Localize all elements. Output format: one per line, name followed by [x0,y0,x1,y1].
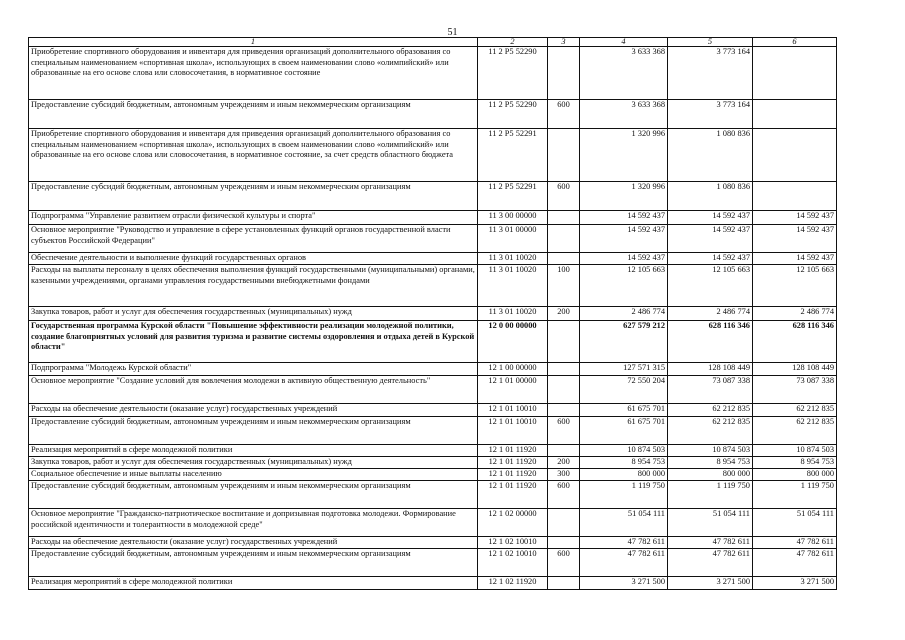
row-code-cell: 12 1 01 11920 [478,445,548,457]
row-amount-col6-cell: 10 874 503 [753,445,837,457]
row-amount-col5-cell: 10 874 503 [668,445,753,457]
row-name-cell: Основное мероприятие "Создание условий для вовлечения молодежи в активную общественную деятельность" [29,376,478,404]
row-amount-col6-cell: 62 212 835 [753,404,837,417]
row-code-cell: 12 1 02 10010 [478,537,548,549]
row-amount-col4-cell: 3 633 368 [580,100,668,129]
table-row [29,182,837,211]
row-expense-type-cell [548,537,580,549]
row-name-cell: Социальное обеспечение и иные выплаты населению [29,469,478,481]
row-amount-col6-cell: 14 592 437 [753,253,837,265]
row-amount-col4-cell: 3 271 500 [580,577,668,590]
row-amount-col6-cell: 14 592 437 [753,225,837,253]
row-name-cell: Предоставление субсидий бюджетным, автономным учреждениям и иным некоммерческим организациям [29,417,478,445]
row-amount-col5-cell: 14 592 437 [668,211,753,225]
table-row [29,376,837,404]
row-code-cell: 12 1 01 11920 [478,457,548,469]
row-expense-type-cell [548,577,580,590]
row-code-cell: 11 3 01 00000 [478,225,548,253]
row-expense-type-cell [548,253,580,265]
row-amount-col6-cell: 3 271 500 [753,577,837,590]
row-amount-col5-cell: 47 782 611 [668,549,753,577]
row-name-cell: Закупка товаров, работ и услуг для обеспечения государственных (муниципальных) нужд [29,457,478,469]
row-amount-col6-cell: 2 486 774 [753,307,837,321]
row-amount-col4-cell: 61 675 701 [580,417,668,445]
row-amount-col4-cell: 12 105 663 [580,265,668,307]
row-expense-type-cell [548,129,580,182]
table-row [29,47,837,100]
row-expense-type-cell: 200 [548,307,580,321]
row-amount-col4-cell: 1 320 996 [580,129,668,182]
row-amount-col6-cell: 8 954 753 [753,457,837,469]
row-name-cell: Расходы на выплаты персоналу в целях обеспечения выполнения функций государственными (муниципальными) органами, казенными учреждениями, органами управления государственными внебюджетными фондами [29,265,478,307]
row-amount-col4-cell: 8 954 753 [580,457,668,469]
column-header-6: 6 [753,38,837,47]
row-amount-col6-cell [753,47,837,100]
row-amount-col4-cell: 14 592 437 [580,253,668,265]
row-amount-col6-cell: 62 212 835 [753,417,837,445]
column-header-5: 5 [668,38,753,47]
table-row [29,307,837,321]
table-row [29,404,837,417]
table-row [29,445,837,457]
row-code-cell: 11 3 00 00000 [478,211,548,225]
table-row [29,481,837,509]
row-expense-type-cell [548,376,580,404]
row-name-cell: Предоставление субсидий бюджетным, автономным учреждениям и иным некоммерческим организациям [29,549,478,577]
row-expense-type-cell [548,363,580,376]
row-amount-col5-cell: 1 119 750 [668,481,753,509]
row-name-cell: Государственная программа Курской области "Повышение эффективности реализации молодежной политики, создание благоприятных условий для развития туризма и развитие системы оздоровления и отдыха детей в Курской области" [29,321,478,363]
row-code-cell: 12 1 02 00000 [478,509,548,537]
budget-table [28,37,837,590]
row-code-cell: 12 1 01 10010 [478,417,548,445]
row-code-cell: 11 2 P5 52291 [478,182,548,211]
table-row [29,363,837,376]
table-row [29,321,837,363]
table-row [29,265,837,307]
row-amount-col5-cell: 14 592 437 [668,225,753,253]
row-amount-col6-cell: 14 592 437 [753,211,837,225]
table-row [29,537,837,549]
row-amount-col6-cell: 73 087 338 [753,376,837,404]
row-amount-col5-cell: 12 105 663 [668,265,753,307]
row-name-cell: Приобретение спортивного оборудования и инвентаря для приведения организаций дополнительного образования со специальным наименованием «спортивная школа», использующих в своем наименовании слово «олимпийский» или образованные на его основе слова или словосочетания, в нормативное состояние [29,47,478,100]
row-amount-col5-cell: 2 486 774 [668,307,753,321]
row-amount-col6-cell: 47 782 611 [753,537,837,549]
row-amount-col5-cell: 62 212 835 [668,417,753,445]
table-row [29,509,837,537]
column-header-1: 1 [29,38,478,47]
row-amount-col5-cell: 128 108 449 [668,363,753,376]
row-name-cell: Реализация мероприятий в сфере молодежной политики [29,577,478,590]
row-expense-type-cell: 600 [548,549,580,577]
row-name-cell: Подпрограмма "Молодежь Курской области" [29,363,478,376]
row-expense-type-cell [548,225,580,253]
row-amount-col6-cell: 12 105 663 [753,265,837,307]
row-name-cell: Расходы на обеспечение деятельности (оказание услуг) государственных учреждений [29,404,478,417]
row-expense-type-cell: 300 [548,469,580,481]
row-amount-col4-cell: 14 592 437 [580,225,668,253]
row-amount-col4-cell: 627 579 212 [580,321,668,363]
row-expense-type-cell [548,47,580,100]
row-amount-col4-cell: 1 320 996 [580,182,668,211]
row-amount-col6-cell [753,100,837,129]
row-amount-col6-cell: 800 000 [753,469,837,481]
row-amount-col5-cell: 3 773 164 [668,47,753,100]
row-code-cell: 11 2 P5 52290 [478,100,548,129]
row-expense-type-cell [548,211,580,225]
row-amount-col5-cell: 3 271 500 [668,577,753,590]
column-header-4: 4 [580,38,668,47]
row-amount-col4-cell: 10 874 503 [580,445,668,457]
row-amount-col5-cell: 47 782 611 [668,537,753,549]
row-amount-col4-cell: 3 633 368 [580,47,668,100]
row-name-cell: Обеспечение деятельности и выполнение функций государственных органов [29,253,478,265]
row-code-cell: 11 3 01 10020 [478,253,548,265]
page-number: 51 [447,27,458,38]
row-amount-col5-cell: 14 592 437 [668,253,753,265]
column-header-2: 2 [478,38,548,47]
row-amount-col4-cell: 1 119 750 [580,481,668,509]
row-amount-col6-cell [753,182,837,211]
row-amount-col4-cell: 14 592 437 [580,211,668,225]
row-expense-type-cell: 600 [548,417,580,445]
row-expense-type-cell [548,509,580,537]
row-code-cell: 12 1 01 10010 [478,404,548,417]
row-expense-type-cell: 600 [548,100,580,129]
row-expense-type-cell [548,404,580,417]
row-name-cell: Предоставление субсидий бюджетным, автономным учреждениям и иным некоммерческим организациям [29,100,478,129]
row-code-cell: 12 1 01 00000 [478,376,548,404]
row-amount-col5-cell: 62 212 835 [668,404,753,417]
row-amount-col6-cell: 1 119 750 [753,481,837,509]
row-amount-col4-cell: 51 054 111 [580,509,668,537]
row-code-cell: 11 3 01 10020 [478,265,548,307]
row-expense-type-cell [548,445,580,457]
row-code-cell: 12 1 00 00000 [478,363,548,376]
column-header-3: 3 [548,38,580,47]
row-expense-type-cell: 600 [548,481,580,509]
row-amount-col4-cell: 72 550 204 [580,376,668,404]
row-amount-col5-cell: 628 116 346 [668,321,753,363]
row-amount-col6-cell: 47 782 611 [753,549,837,577]
row-code-cell: 12 1 01 11920 [478,481,548,509]
table-row [29,577,837,590]
row-amount-col4-cell: 127 571 315 [580,363,668,376]
row-name-cell: Приобретение спортивного оборудования и инвентаря для приведения организаций дополнительного образования со специальным наименованием «спортивная школа», использующих в своем наименовании слово «олимпийский» или образованные на его основе слова или словосочетания, в нормативное состояние, за счет средств областного бюджета [29,129,478,182]
row-amount-col4-cell: 800 000 [580,469,668,481]
table-row [29,457,837,469]
row-amount-col6-cell [753,129,837,182]
table-row [29,225,837,253]
row-amount-col4-cell: 47 782 611 [580,537,668,549]
row-amount-col4-cell: 2 486 774 [580,307,668,321]
row-expense-type-cell: 200 [548,457,580,469]
row-code-cell: 12 0 00 00000 [478,321,548,363]
row-expense-type-cell: 600 [548,182,580,211]
row-code-cell: 12 1 02 11920 [478,577,548,590]
row-name-cell: Предоставление субсидий бюджетным, автономным учреждениям и иным некоммерческим организациям [29,481,478,509]
row-code-cell: 12 1 02 10010 [478,549,548,577]
row-name-cell: Реализация мероприятий в сфере молодежной политики [29,445,478,457]
row-code-cell: 11 2 P5 52291 [478,129,548,182]
row-amount-col5-cell: 800 000 [668,469,753,481]
row-code-cell: 12 1 01 11920 [478,469,548,481]
row-code-cell: 11 3 01 10020 [478,307,548,321]
row-amount-col6-cell: 628 116 346 [753,321,837,363]
row-amount-col5-cell: 8 954 753 [668,457,753,469]
row-amount-col4-cell: 47 782 611 [580,549,668,577]
row-name-cell: Подпрограмма "Управление развитием отрасли физической культуры и спорта" [29,211,478,225]
row-amount-col6-cell: 128 108 449 [753,363,837,376]
row-code-cell: 11 2 P5 52290 [478,47,548,100]
row-expense-type-cell [548,321,580,363]
table-row [29,100,837,129]
column-number-row [29,38,837,47]
row-name-cell: Основное мероприятие "Гражданско-патриотическое воспитание и допризывная подготовка молодежи. Формирование российской идентичности и толерантности в молодежной среде" [29,509,478,537]
row-expense-type-cell: 100 [548,265,580,307]
row-amount-col5-cell: 1 080 836 [668,129,753,182]
table-row [29,469,837,481]
row-name-cell: Основное мероприятие "Руководство и управление в сфере установленных функций органов государственной власти субъектов Российской Федерации" [29,225,478,253]
row-amount-col5-cell: 1 080 836 [668,182,753,211]
row-amount-col5-cell: 73 087 338 [668,376,753,404]
table-row [29,129,837,182]
row-amount-col4-cell: 61 675 701 [580,404,668,417]
row-name-cell: Расходы на обеспечение деятельности (оказание услуг) государственных учреждений [29,537,478,549]
row-amount-col6-cell: 51 054 111 [753,509,837,537]
table-row [29,417,837,445]
row-amount-col5-cell: 3 773 164 [668,100,753,129]
table-row [29,211,837,225]
row-amount-col5-cell: 51 054 111 [668,509,753,537]
row-name-cell: Закупка товаров, работ и услуг для обеспечения государственных (муниципальных) нужд [29,307,478,321]
row-name-cell: Предоставление субсидий бюджетным, автономным учреждениям и иным некоммерческим организациям [29,182,478,211]
table-row [29,253,837,265]
table-row [29,549,837,577]
